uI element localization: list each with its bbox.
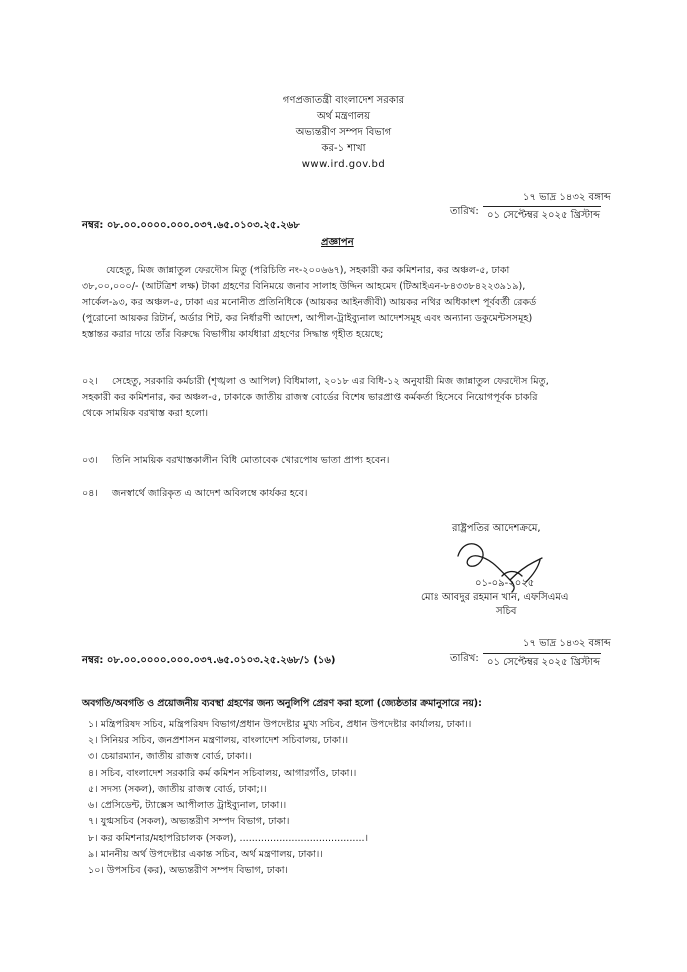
memo2-date-label: তারিখ: <box>450 653 479 664</box>
memo2-number: নম্বর: ০৮.০০.০০০০.০০০.০৩৭.৬৫.০১০৩.২৫.২৬৮/১ (১৬) <box>82 655 336 666</box>
paragraph-1-line: হস্তান্তর করার দায়ে তাঁর বিরুদ্ধে বিভাগীয় কার্যধারা গ্রহণের সিদ্ধান্ত গৃহীত হয়েছে; <box>82 329 384 340</box>
header-website[interactable]: www.ird.gov.bd <box>301 159 386 170</box>
paragraph-4-text: জনস্বার্থে জারিকৃত এ আদেশ অবিলম্বে কার্যকর হবে। <box>112 488 308 499</box>
cc-item: ৮। কর কমিশনার/মহাপরিচালক (সকল), .........................................। <box>88 833 369 844</box>
signature-date: ০১-০৯-২০২৫ <box>475 578 535 589</box>
paragraph-3 <box>82 453 602 469</box>
cc-item: ১০। উপসচিব (কর), অভ্যন্তরীণ সম্পদ বিভাগ, ঢাকা। <box>88 865 288 876</box>
header-ministry: অর্থ মন্ত্রণালয় <box>316 111 371 122</box>
header-section: কর-১ শাখা <box>321 143 366 154</box>
cc-item: ৩। চেয়ারম্যান, জাতীয় রাজস্ব বোর্ড, ঢাকা।। <box>88 751 252 762</box>
header-division: অভ্যন্তরীণ সম্পদ বিভাগ <box>295 127 392 138</box>
order-line: রাষ্ট্রপতির আদেশক্রমে, <box>452 523 541 534</box>
paragraph-2-line: থেকে সাময়িক বরখাস্ত করা হলো। <box>82 408 209 419</box>
paragraph-3-text: তিনি সাময়িক বরখাস্তকালীন বিধি মোতাবেক খোরপোষ ভাতা প্রাপ্য হবেন। <box>112 455 390 466</box>
paragraph-3-number: ০৩। <box>82 455 98 466</box>
notification-title: প্রজ্ঞাপন <box>321 237 354 248</box>
cc-item: ৯। মাননীয় অর্থ উপদেষ্টার একান্ত সচিব, অর্থ মন্ত্রণালয়, ঢাকা।। <box>88 849 323 860</box>
paragraph-4-line <box>82 486 602 502</box>
memo1-number: নম্বর: ০৮.০০.০০০০.০০০.০৩৭.৬৫.০১০৩.২৫.২৬৮ <box>82 220 300 231</box>
paragraph-2-line <box>82 374 602 390</box>
paragraph-1-line: ৩৮,০০,০০০/- (আটত্রিশ লক্ষ) টাকা গ্রহণের বিনিময়ে জনাব সালাহ উদ্দিন আহমেদ (টিআইএন-৮৪৩৩৮৪২২৩৯১৯), <box>82 281 526 292</box>
signatory-designation: সচিব <box>496 606 517 617</box>
memo2-date-english: ০১ সেপ্টেম্বর ২০২৫ খ্রিস্টাব্দ <box>487 657 601 668</box>
cc-item: ১। মন্ত্রিপরিষদ সচিব, মন্ত্রিপরিষদ বিভাগ/প্রধান উপদেষ্টার মুখ্য সচিব, প্রধান উপদেষ্টার কার্যালয়, ঢাকা।। <box>88 719 472 730</box>
paragraph-2-line: সহকারী কর কমিশনার, কর অঞ্চল-৫, ঢাকাকে জাতীয় রাজস্ব বোর্ডের বিশেষ ভারপ্রাপ্ত কর্মকর্তা হিসেবে নিয়োগপূর্বক চাকরি <box>82 392 538 403</box>
cc-item: ৬। প্রেসিডেন্ট, ট্যাক্সেস আপীলাত ট্রাইব্যুনাল, ঢাকা।। <box>88 800 287 811</box>
cc-heading: অবগতি/অবগতি ও প্রয়োজনীয় ব্যবস্থা গ্রহণের জন্য অনুলিপি প্রেরণ করা হলো (জ্যেষ্ঠতার ক্রমানুসারে নয়): <box>82 698 482 709</box>
paragraph-1-line: সার্কেল-৯৩, কর অঞ্চল-৫, ঢাকা এর মনোনীত প্রতিনিধিকে (আয়কর আইনজীবী) আয়কর নথির অধিকাংশ পূর্ববর্তী রেকর্ড <box>82 297 537 308</box>
signatory-name: মোঃ আবদুর রহমান খান, এফসিএমএ <box>421 592 569 603</box>
memo1-date-english: ০১ সেপ্টেম্বর ২০২৫ খ্রিস্টাব্দ <box>487 210 601 221</box>
paragraph-1-line: যেহেতু, মিজ জান্নাতুল ফেরদৌস মিতু (পরিচিতি নং-২০০৬৬৭), সহকারী কর কমিশনার, কর অঞ্চল-৫, ঢাকা <box>106 265 510 276</box>
cc-item: ৭। যুগ্মসচিব (সকল), অভ্যন্তরীণ সম্পদ বিভাগ, ঢাকা। <box>88 816 290 827</box>
memo1-date-divider <box>483 206 601 207</box>
cc-item: ২। সিনিয়র সচিব, জনপ্রশাসন মন্ত্রণালয়, বাংলাদেশ সচিবালয়, ঢাকা।। <box>88 735 349 746</box>
paragraph-1 <box>82 263 602 343</box>
header-government: গণপ্রজাতন্ত্রী বাংলাদেশ সরকার <box>282 95 405 106</box>
cc-item: ৪। সচিব, বাংলাদেশ সরকারি কর্ম কমিশন সচিবালয়, আগারগাঁও, ঢাকা।। <box>88 768 357 779</box>
memo2-date-bangla: ১৭ ভাদ্র ১৪৩২ বঙ্গাব্দ <box>523 638 611 649</box>
memo1-date-bangla: ১৭ ভাদ্র ১৪৩২ বঙ্গাব্দ <box>523 192 611 203</box>
memo2-date-divider <box>483 653 601 654</box>
paragraph-4 <box>82 486 602 502</box>
memo1-date-label: তারিখ: <box>450 206 479 217</box>
paragraph-1-line: (পুরোনো আয়কর রিটার্ন, অর্ডার শিট, কর নির্ধারণী আদেশ, আপীল-ট্রাইব্যুনাল আদেশসমূহ এবং অন্যান্য ডকুমেন্টসসমূহ) <box>82 313 533 324</box>
paragraph-4-number: ০৪। <box>82 488 98 499</box>
paragraph-2-number: ০২। <box>82 376 98 387</box>
cc-item: ৫। সদস্য (সকল), জাতীয় রাজস্ব বোর্ড, ঢাকা;।। <box>88 784 267 795</box>
paragraph-2-line-text: সেহেতু, সরকারি কর্মচারী (শৃঙ্খলা ও আপিল) বিধিমালা, ২০১৮ এর বিধি-১২ অনুযায়ী মিজ জান্নাতুল ফেরদৌস মিতু, <box>112 376 549 387</box>
paragraph-3-line <box>82 453 602 469</box>
paragraph-2 <box>82 374 602 422</box>
